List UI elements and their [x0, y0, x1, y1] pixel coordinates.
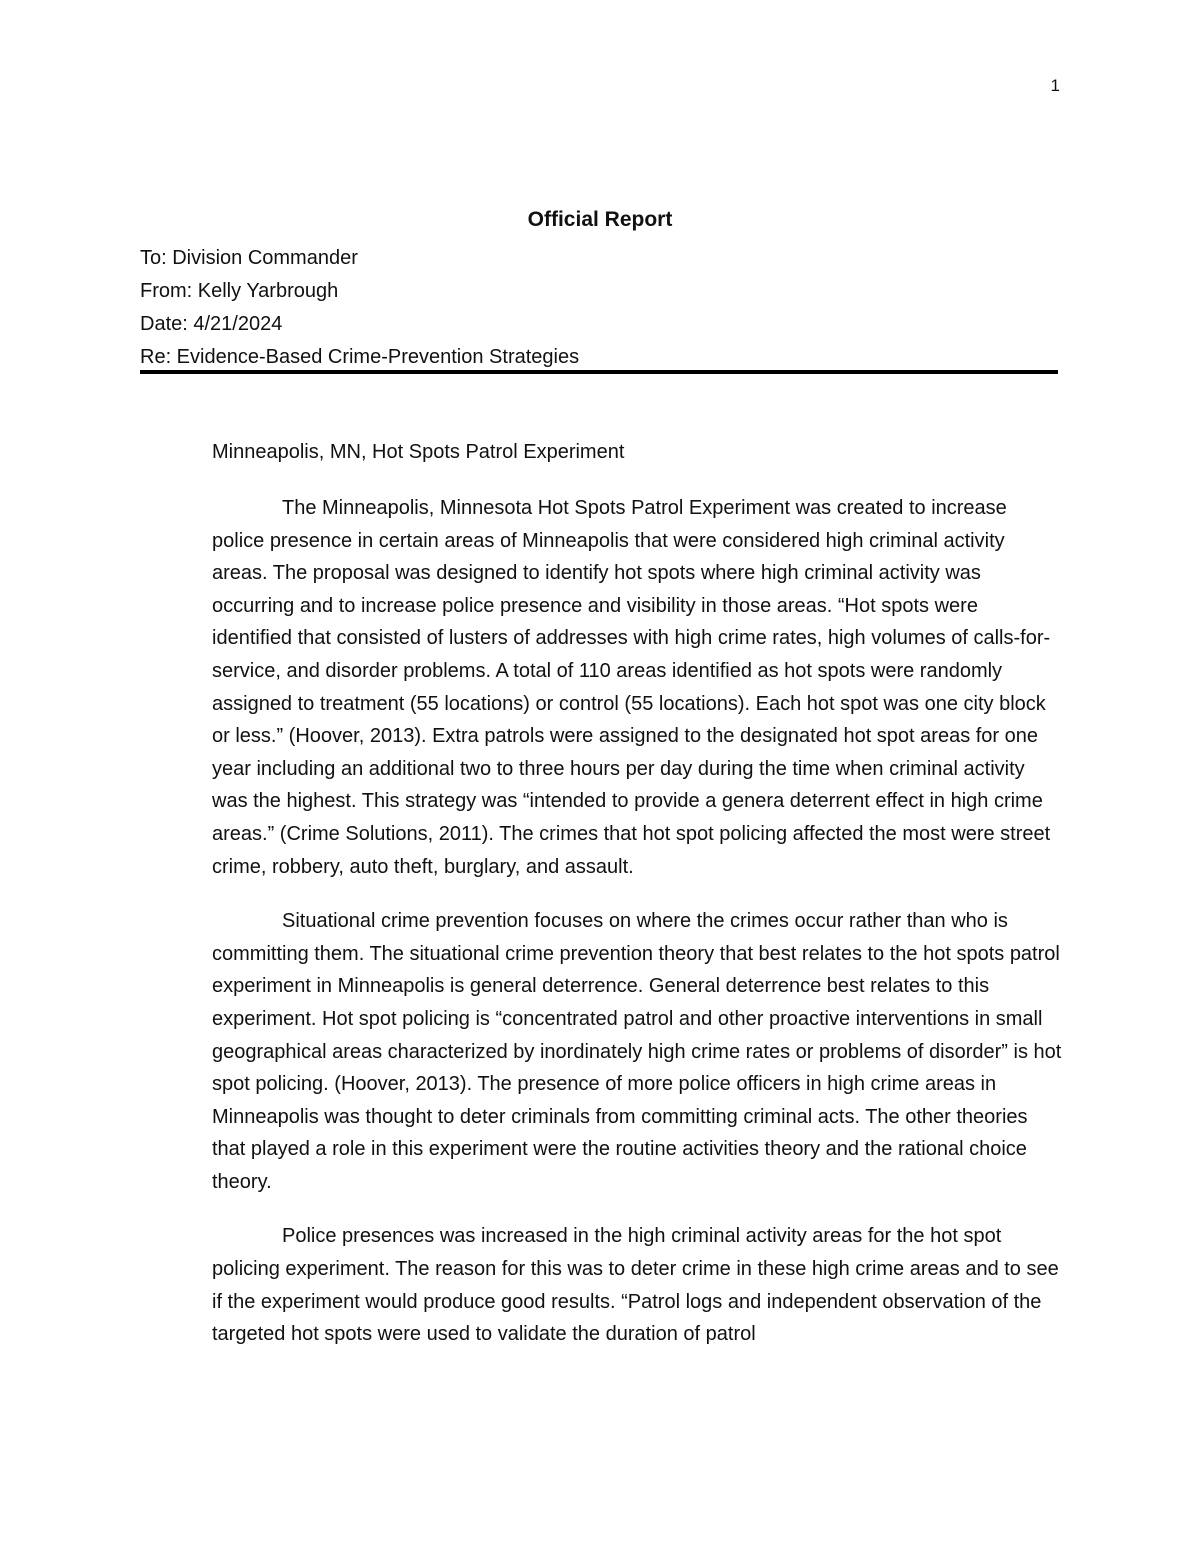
- document-title: Official Report: [527, 208, 673, 231]
- memo-from: From: Kelly Yarbrough: [140, 280, 339, 302]
- header-divider: [140, 370, 1058, 374]
- paragraph: The Minneapolis, Minnesota Hot Spots Patrol Experiment was created to increase police presence in certain areas of Minneapolis that were considered high criminal activity areas. The proposal was designed to identify hot spots where high criminal activity was occurring and to increase police presence and visibility in those areas. “Hot spots were identified that consisted of lusters of addresses with high crime rates, high volumes of calls-for-service, and disorder problems. A total of 110 areas identified as hot spots were randomly assigned to treatment (55 locations) or control (55 locations). Each hot spot was one city block or less.” (Hoover, 2013). Extra patrols were assigned to the designated hot spot areas for one year including an additional two to three hours per day during the time when criminal activity was the highest. This strategy was “intended to provide a genera deterrent effect in high crime areas.” (Crime Solutions, 2011). The crimes that hot spot policing affected the most were street crime, robbery, auto theft, burglary, and assault.: [212, 497, 1051, 878]
- report-body: [212, 438, 1062, 1373]
- memo-subject: Re: Evidence-Based Crime-Prevention Strategies: [140, 346, 580, 368]
- section-heading: Minneapolis, MN, Hot Spots Patrol Experiment: [212, 441, 625, 463]
- paragraph: Situational crime prevention focuses on where the crimes occur rather than who is committing them. The situational crime prevention theory that best relates to the hot spots patrol experiment in Minneapolis is general deterrence. General deterrence best relates to this experiment. Hot spot policing is “concentrated patrol and other proactive interventions in small geographical areas characterized by inordinately high crime rates or problems of disorder” is hot spot policing. (Hoover, 2013). The presence of more police officers in high crime areas in Minneapolis was thought to deter criminals from committing criminal acts. The other theories that played a role in this experiment were the routine activities theory and the rational choice theory.: [212, 910, 1062, 1193]
- memo-to: To: Division Commander: [140, 247, 358, 269]
- paragraph: Police presences was increased in the high criminal activity areas for the hot spot policing experiment. The reason for this was to deter crime in these high crime areas and to see if the experiment would produce good results. “Patrol logs and independent observation of the targeted hot spots were used to validate the duration of patrol: [212, 1225, 1059, 1346]
- page-number: 1: [1050, 76, 1060, 95]
- memo-header: [140, 244, 1060, 376]
- memo-date: Date: 4/21/2024: [140, 313, 283, 335]
